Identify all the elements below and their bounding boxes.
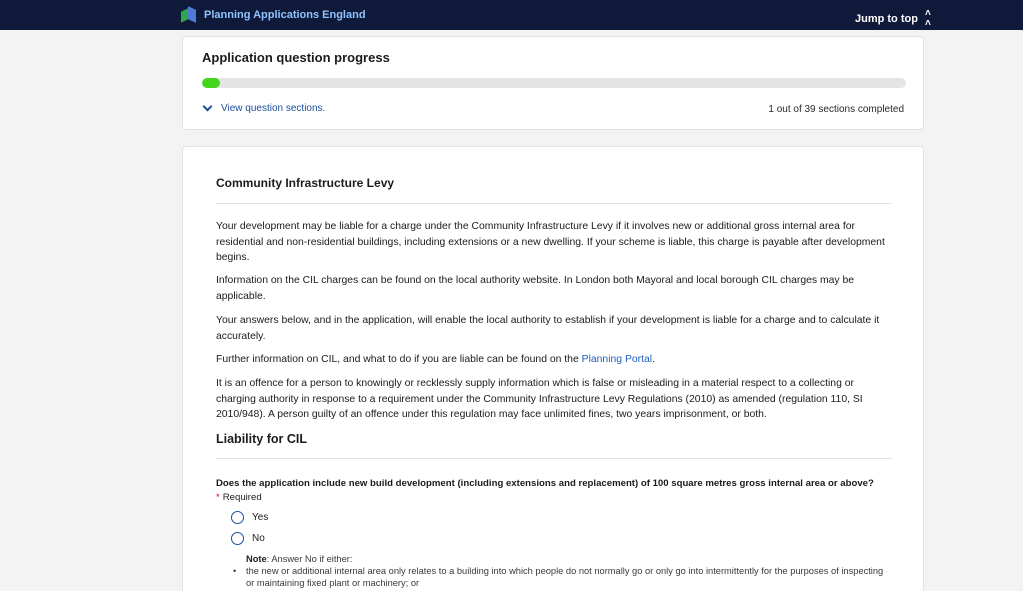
bullet-icon: •: [233, 566, 237, 576]
planning-portal-link[interactable]: Planning Portal: [581, 354, 653, 365]
cil-paragraph-1: Your development may be liable for a charge under the Community Infrastructure Levy if it involves new or additional gross internal area for residential and non-residential buildings, including extensions or a new dwelling. If your scheme is liable, this charge is payable after development begins.: [216, 221, 885, 263]
cil-paragraph-2: Information on the CIL charges can be found on the local authority website. In London both Mayoral and local borough CIL charges may be applicable.: [216, 275, 855, 302]
radio-yes[interactable]: [231, 511, 244, 524]
cil-paragraph-5: It is an offence for a person to knowingly or recklessly supply information which is false or misleading in a material respect to a collecting or charging authority in response to a requirement under the Community Infrastructure Levy Regulations (2010) as amended (regulation 110, SI 2010/948). A person guilty of an offence under this regulation may face unlimited fines, two years imprisonment, or both.: [216, 378, 863, 420]
progress-card: [182, 36, 924, 130]
divider: [216, 458, 892, 459]
logo-icon: [181, 7, 197, 23]
progress-bar-fill: [202, 78, 220, 88]
progress-title: Application question progress: [202, 50, 390, 65]
note-bullet-text: the new or additional internal area only relates to a building into which people do not normally go or only go into intermittently for the purposes of inspecting or maintaining fixed plant or machinery; or: [246, 566, 884, 588]
option-yes[interactable]: [231, 511, 268, 524]
jump-to-top-label: Jump to top: [855, 13, 918, 25]
radio-no[interactable]: [231, 532, 244, 545]
cil-paragraph-3: Your answers below, and in the application, will enable the local authority to establish if your development is liable for a charge and to calculate it accurately.: [216, 315, 880, 342]
divider: [216, 203, 892, 204]
note-text: : Answer No if either:: [266, 554, 353, 564]
app-name: Planning Applications England: [204, 9, 366, 21]
required-label: Required: [222, 492, 262, 503]
note: [246, 554, 352, 564]
liability-title: Liability for CIL: [216, 432, 307, 446]
sections-completed-text: 1 out of 39 sections completed: [768, 104, 904, 115]
cil-paragraph-4-text: Further information on CIL, and what to do if you are liable can be found on the: [216, 354, 582, 365]
question-label: Does the application include new build development (including extensions and replacement) of 100 square metres gross internal area or above?: [216, 478, 874, 489]
chevron-down-icon: [203, 102, 213, 112]
jump-to-top-link[interactable]: [855, 9, 931, 29]
top-navigation-bar: [0, 0, 1023, 30]
required-star: *: [216, 492, 220, 503]
view-question-sections-toggle[interactable]: [204, 103, 325, 114]
required-indicator: [216, 492, 262, 503]
view-question-sections-label: View question sections.: [221, 103, 326, 114]
note-label: Note: [246, 554, 267, 564]
cil-paragraph-4-end: .: [652, 354, 656, 365]
option-yes-label: Yes: [252, 512, 269, 523]
brand[interactable]: [181, 7, 366, 23]
cil-paragraph-4: [216, 352, 892, 368]
section-title: Community Infrastructure Levy: [216, 176, 395, 190]
progress-bar: [202, 78, 906, 88]
option-no[interactable]: [231, 532, 265, 545]
note-bullet-item: [233, 566, 893, 589]
cil-question-card: [182, 146, 924, 591]
chevrons-up-icon: ˄ ˄: [924, 8, 931, 29]
option-no-label: No: [252, 533, 265, 544]
